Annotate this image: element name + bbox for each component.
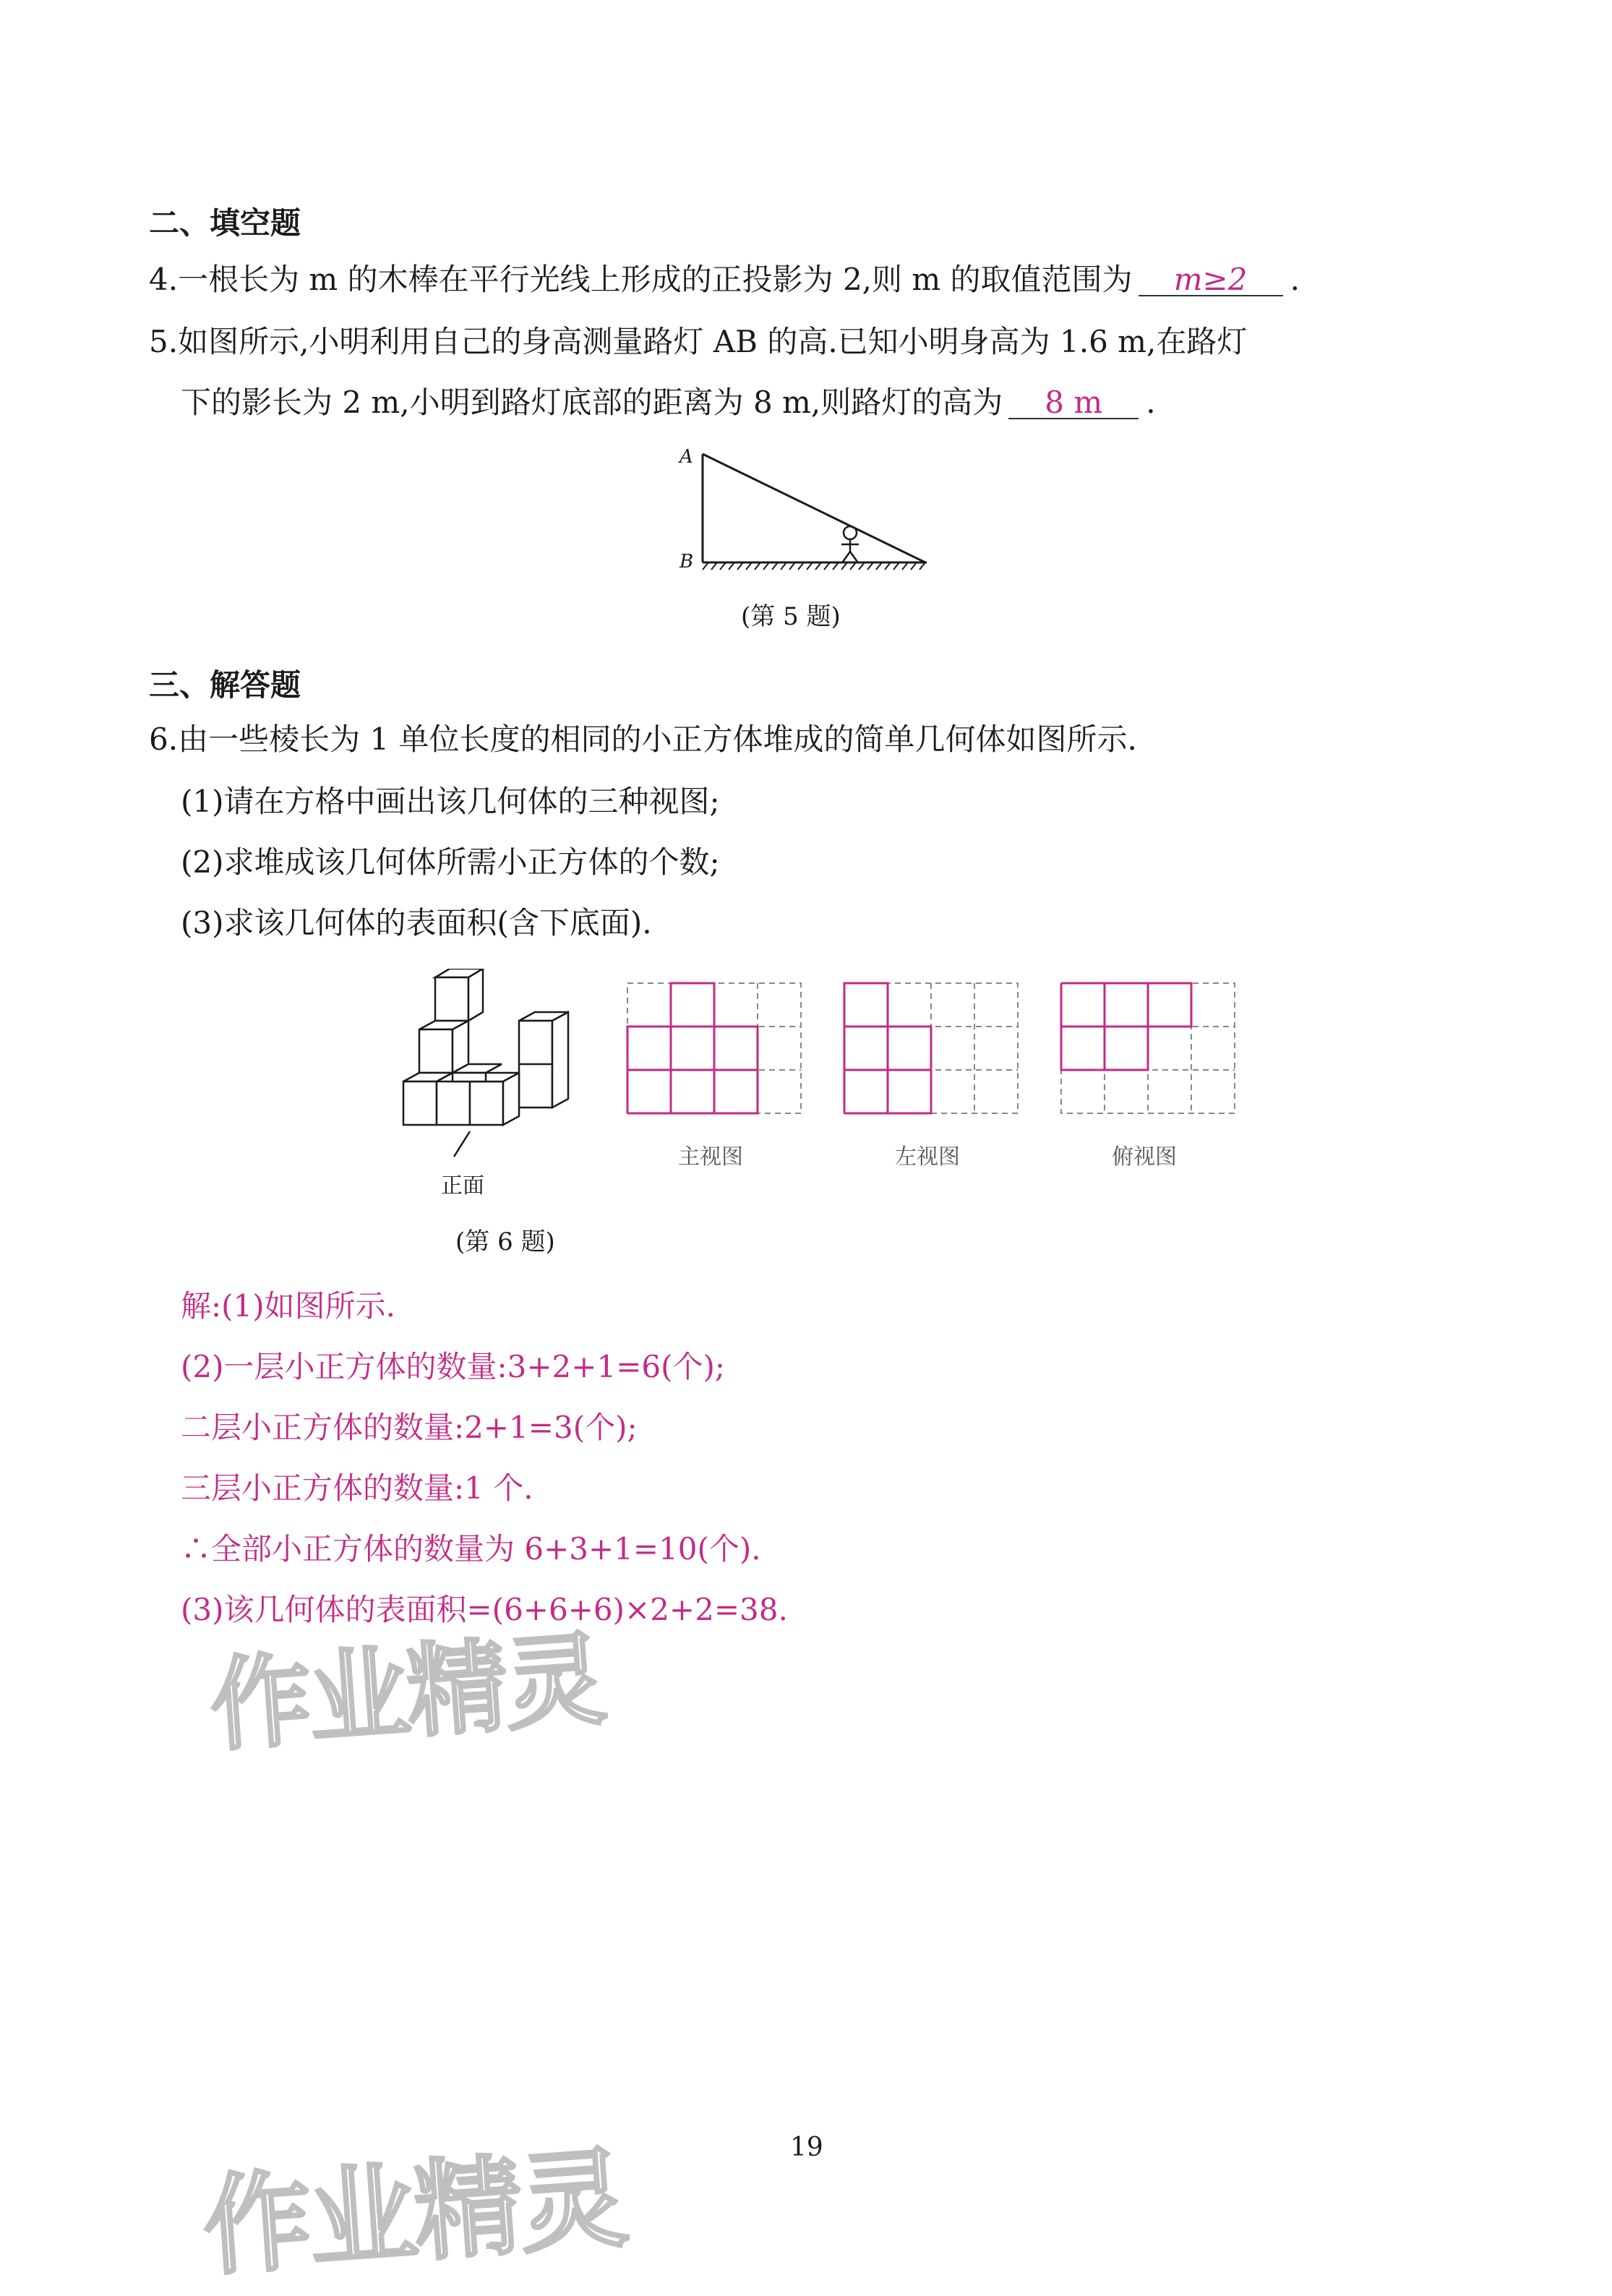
question-6-sub3: (3)求该几何体的表面积(含下底面).: [181, 905, 652, 941]
front-arrow: [454, 1131, 470, 1157]
front-view-label: 主视图: [678, 1144, 743, 1170]
person-figure: [841, 526, 859, 562]
question-4-answer: m≥2: [1139, 265, 1283, 296]
page-number: 19: [790, 2133, 823, 2162]
top-view-label: 俯视图: [1112, 1144, 1177, 1170]
figure-5-label-a: A: [679, 446, 693, 468]
solution-line-2: (2)一层小正方体的数量:3+2+1=6(个);: [181, 1349, 726, 1384]
question-6-sub2: (2)求堆成该几何体所需小正方体的个数;: [181, 844, 720, 880]
cube-stack-drawing: [403, 969, 568, 1125]
section-heading-fill-blank: 二、填空题: [149, 205, 301, 241]
question-6-intro: 6.由一些棱长为 1 单位长度的相同的小正方体堆成的简单几何体如图所示.: [149, 721, 1137, 757]
front-view-answer: [627, 983, 758, 1113]
left-view-label: 左视图: [895, 1144, 960, 1170]
question-5-line2: [181, 387, 1156, 419]
figure-6: [398, 969, 1251, 1207]
solution-line-4: 三层小正方体的数量:1 个.: [181, 1470, 533, 1506]
light-ray-line: [703, 454, 925, 562]
solution-line-6: (3)该几何体的表面积=(6+6+6)×2+2=38.: [181, 1592, 788, 1627]
figure-5-label-b: B: [679, 551, 694, 573]
solution-line-3: 二层小正方体的数量:2+1=3(个);: [181, 1410, 638, 1445]
question-5-line1: 5.如图所示,小明利用自己的身高测量路灯 AB 的高.已知小明身高为 1.6 m,在路灯: [149, 324, 1248, 359]
section-heading-answer: 三、解答题: [149, 667, 301, 703]
question-5-line2-text: 下的影长为 2 m,小明到路灯底部的距离为 8 m,则路灯的高为: [181, 385, 1003, 420]
question-6-sub1: (1)请在方格中画出该几何体的三种视图;: [181, 784, 720, 819]
top-view-answer: [1061, 983, 1191, 1070]
front-view-grid: [627, 983, 801, 1113]
figure-5: [672, 441, 947, 593]
front-label: 正面: [441, 1173, 484, 1199]
question-4: [149, 262, 1300, 297]
left-view-grid: [844, 983, 1018, 1113]
figure-6-caption: (第 6 题): [455, 1228, 555, 1256]
watermark-lower: 作业精灵: [199, 2136, 630, 2292]
solution-line-1: 解:(1)如图所示.: [181, 1288, 395, 1324]
question-5-end: .: [1146, 385, 1156, 420]
top-view-grid: [1061, 983, 1235, 1113]
question-4-text: 4.一根长为 m 的木棒在平行光线上形成的正投影为 2,则 m 的取值范围为: [149, 262, 1133, 297]
left-view-answer: [844, 983, 931, 1113]
solution-line-5: ∴全部小正方体的数量为 6+3+1=10(个).: [181, 1531, 761, 1567]
figure-5-caption: (第 5 题): [741, 602, 841, 631]
watermark-upper: 作业精灵: [206, 1621, 607, 1766]
question-5-answer: 8 m: [1008, 387, 1139, 419]
question-4-end: .: [1290, 262, 1300, 297]
